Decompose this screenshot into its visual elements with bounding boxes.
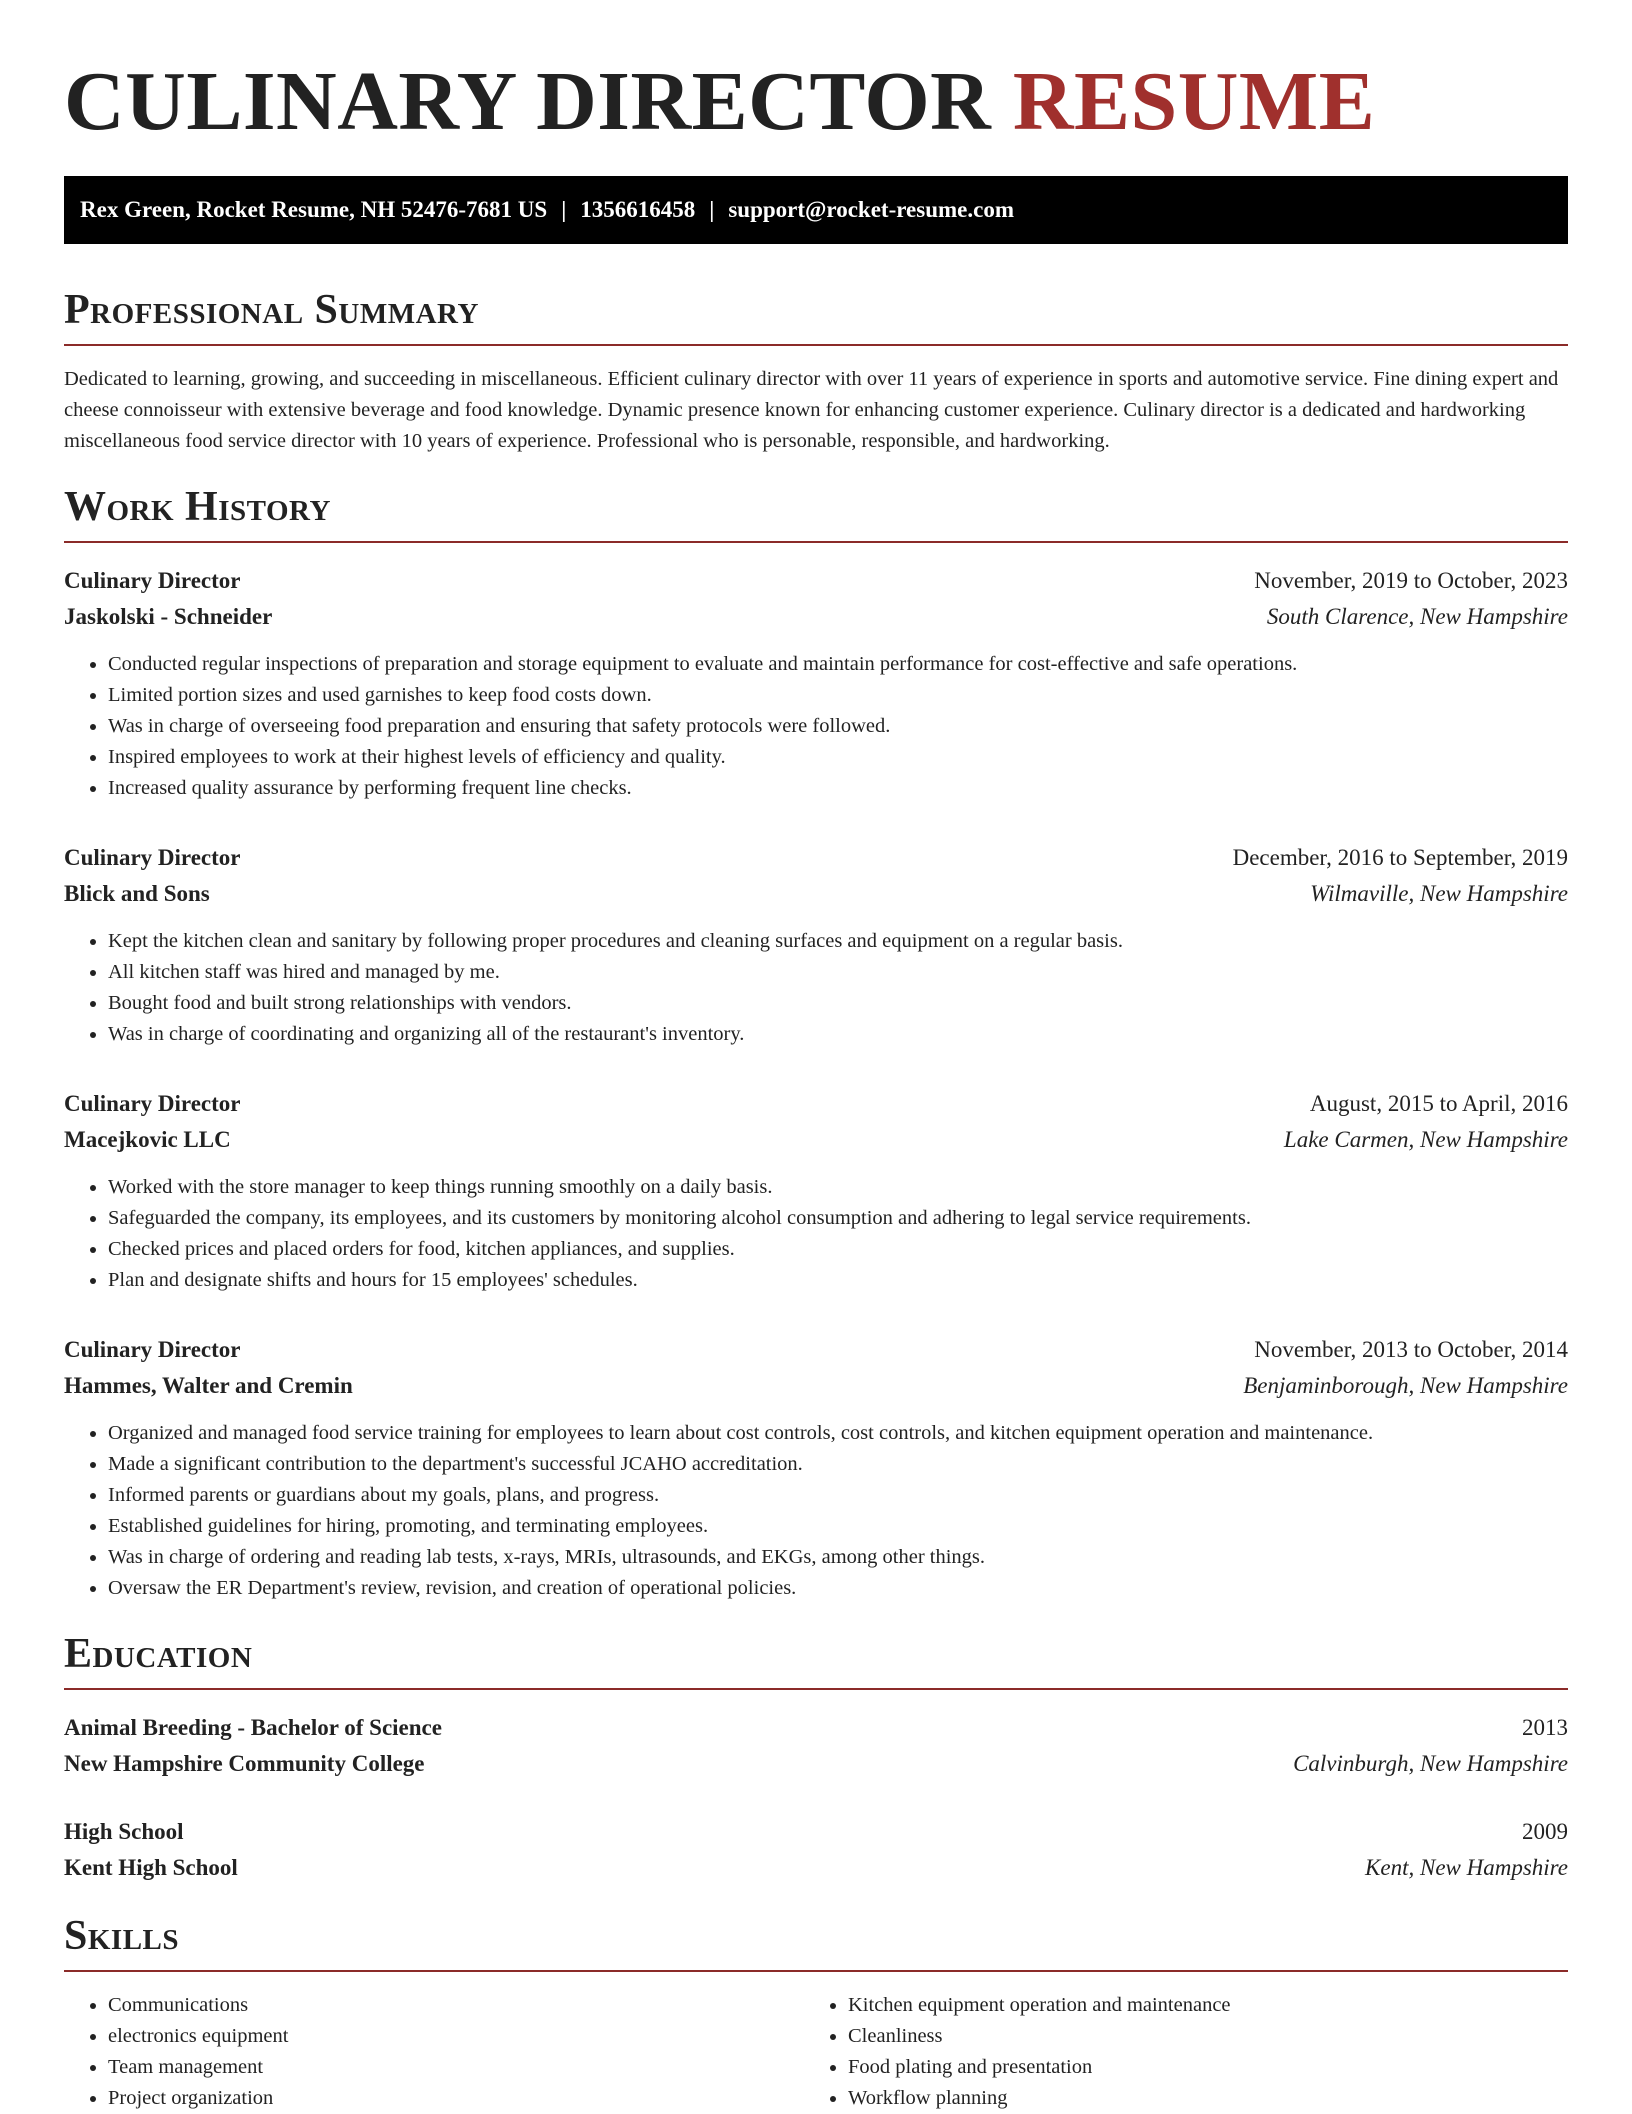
section-heading: Education [64,1631,253,1677]
job-company-row [64,1368,1568,1404]
education-school: New Hampshire Community College [64,1751,425,1776]
job-location: Wilmaville, New Hampshire [1310,881,1568,906]
job-company-row [64,1122,1568,1158]
job-duty: • Plan and designate shifts and hours for 15 employees' schedules. [108,1265,1568,1296]
job-duties [64,1172,1568,1296]
section-divider [64,1970,1568,1972]
education-location: Calvinburgh, New Hampshire [1293,1751,1568,1776]
job-dates: November, 2013 to October, 2014 [1254,1337,1568,1362]
education-year: 2013 [1522,1715,1568,1740]
contact-separator: | [561,197,567,222]
job-header-row [64,563,1568,599]
skill-item: • Cleanliness [848,2021,1544,2052]
job-entry [64,1086,1568,1296]
skill-item: • Workflow planning [848,2083,1544,2114]
job-title: Culinary Director [64,1091,241,1116]
contact-bar [64,176,1568,244]
education-section [64,1628,1568,1886]
education-degree-row [64,1710,1568,1746]
skills-section [64,1910,1568,2114]
job-duty: • Was in charge of ordering and reading lab tests, x-rays, MRIs, ultrasounds, and EKGs, among other things. [108,1542,1568,1573]
job-duty: • Increased quality assurance by performing frequent line checks. [108,773,1568,804]
education-school: Kent High School [64,1855,238,1880]
section-heading: Skills [64,1913,180,1959]
job-company: Blick and Sons [64,881,210,906]
job-duty: • Kept the kitchen clean and sanitary by following proper procedures and cleaning surfaces and equipment on a regular basis. [108,926,1568,957]
job-location: Benjaminborough, New Hampshire [1243,1373,1568,1398]
contact-address: Rex Green, Rocket Resume, NH 52476-7681 US [80,197,548,222]
job-duty: • Was in charge of overseeing food preparation and ensuring that safety protocols were followed. [108,711,1568,742]
summary-section [64,284,1568,457]
skill-item: • Team management [108,2052,804,2083]
job-duty: • Informed parents or guardians about my goals, plans, and progress. [108,1480,1568,1511]
education-degree-row [64,1814,1568,1850]
education-school-row [64,1746,1568,1782]
education-entry [64,1710,1568,1782]
skill-item: • Kitchen equipment operation and maintenance [848,1990,1544,2021]
job-entry [64,1332,1568,1604]
section-heading: Work History [64,484,331,530]
job-duty: • Worked with the store manager to keep things running smoothly on a daily basis. [108,1172,1568,1203]
job-company-row [64,599,1568,635]
job-entry [64,563,1568,804]
job-duties [64,926,1568,1050]
contact-separator: | [709,197,715,222]
job-duty: • Safeguarded the company, its employees, and its customers by monitoring alcohol consumption and adhering to legal service requirements. [108,1203,1568,1234]
job-dates: August, 2015 to April, 2016 [1309,1091,1568,1116]
education-school-row [64,1850,1568,1886]
skill-item: • Communications [108,1990,804,2021]
job-title: Culinary Director [64,1337,241,1362]
job-duty: • Was in charge of coordinating and organizing all of the restaurant's inventory. [108,1019,1568,1050]
section-divider [64,541,1568,543]
job-location: South Clarence, New Hampshire [1266,604,1568,629]
skills-column-right [804,1990,1544,2114]
contact-email[interactable]: support@rocket-resume.com [728,197,1014,222]
job-company: Jaskolski - Schneider [64,604,273,629]
job-duty: • All kitchen staff was hired and managed by me. [108,957,1568,988]
contact-phone: 1356616458 [580,197,696,222]
job-company-row [64,876,1568,912]
job-header-row [64,1086,1568,1122]
skills-grid [64,1990,1568,2114]
section-heading: Professional Summary [64,287,479,333]
job-duty: • Organized and managed food service training for employees to learn about cost controls, cost controls, and kitchen equipment operation and maintenance. [108,1418,1568,1449]
education-degree: High School [64,1819,184,1844]
resume-page [64,0,1568,2114]
job-company: Hammes, Walter and Cremin [64,1373,353,1398]
job-dates: December, 2016 to September, 2019 [1232,845,1568,870]
title-main: CULINARY DIRECTOR [64,55,992,148]
education-degree: Animal Breeding - Bachelor of Science [64,1715,442,1740]
job-duties [64,1418,1568,1604]
job-header-row [64,1332,1568,1368]
skill-item: • Food plating and presentation [848,2052,1544,2083]
job-location: Lake Carmen, New Hampshire [1283,1127,1568,1152]
title-accent: RESUME [1012,55,1376,148]
job-duty: • Checked prices and placed orders for food, kitchen appliances, and supplies. [108,1234,1568,1265]
section-divider [64,1688,1568,1690]
job-duty: • Made a significant contribution to the department's successful JCAHO accreditation. [108,1449,1568,1480]
work-history-section [64,481,1568,1604]
education-entry [64,1814,1568,1886]
resume-title [64,0,1568,152]
skills-list [804,1990,1544,2114]
skills-list [64,1990,804,2114]
skill-item: • Project organization [108,2083,804,2114]
job-dates: November, 2019 to October, 2023 [1254,568,1568,593]
section-divider [64,344,1568,346]
job-header-row [64,840,1568,876]
job-entry [64,840,1568,1050]
education-location: Kent, New Hampshire [1365,1855,1568,1880]
job-duty: • Oversaw the ER Department's review, revision, and creation of operational policies. [108,1573,1568,1604]
summary-text: Dedicated to learning, growing, and succeeding in miscellaneous. Efficient culinary director with over 11 years of experience in sports and automotive service. Fine dining expert and cheese connoisseur with extensive beverage and food knowledge. Dynamic presence known for enhancing customer experience. Culinary director is a dedicated and hardworking miscellaneous food service director with 10 years of experience. Professional who is personable, responsible, and hardworking. [64,368,1559,452]
job-duties [64,649,1568,804]
job-duty: • Bought food and built strong relationships with vendors. [108,988,1568,1019]
job-duty: • Conducted regular inspections of preparation and storage equipment to evaluate and maintain performance for cost-effective and safe operations. [108,649,1568,680]
job-duty: • Inspired employees to work at their highest levels of efficiency and quality. [108,742,1568,773]
skill-item: • electronics equipment [108,2021,804,2052]
job-title: Culinary Director [64,568,241,593]
education-year: 2009 [1522,1819,1568,1844]
job-duty: • Limited portion sizes and used garnishes to keep food costs down. [108,680,1568,711]
job-title: Culinary Director [64,845,241,870]
job-duty: • Established guidelines for hiring, promoting, and terminating employees. [108,1511,1568,1542]
job-company: Macejkovic LLC [64,1127,231,1152]
skills-column-left [64,1990,804,2114]
